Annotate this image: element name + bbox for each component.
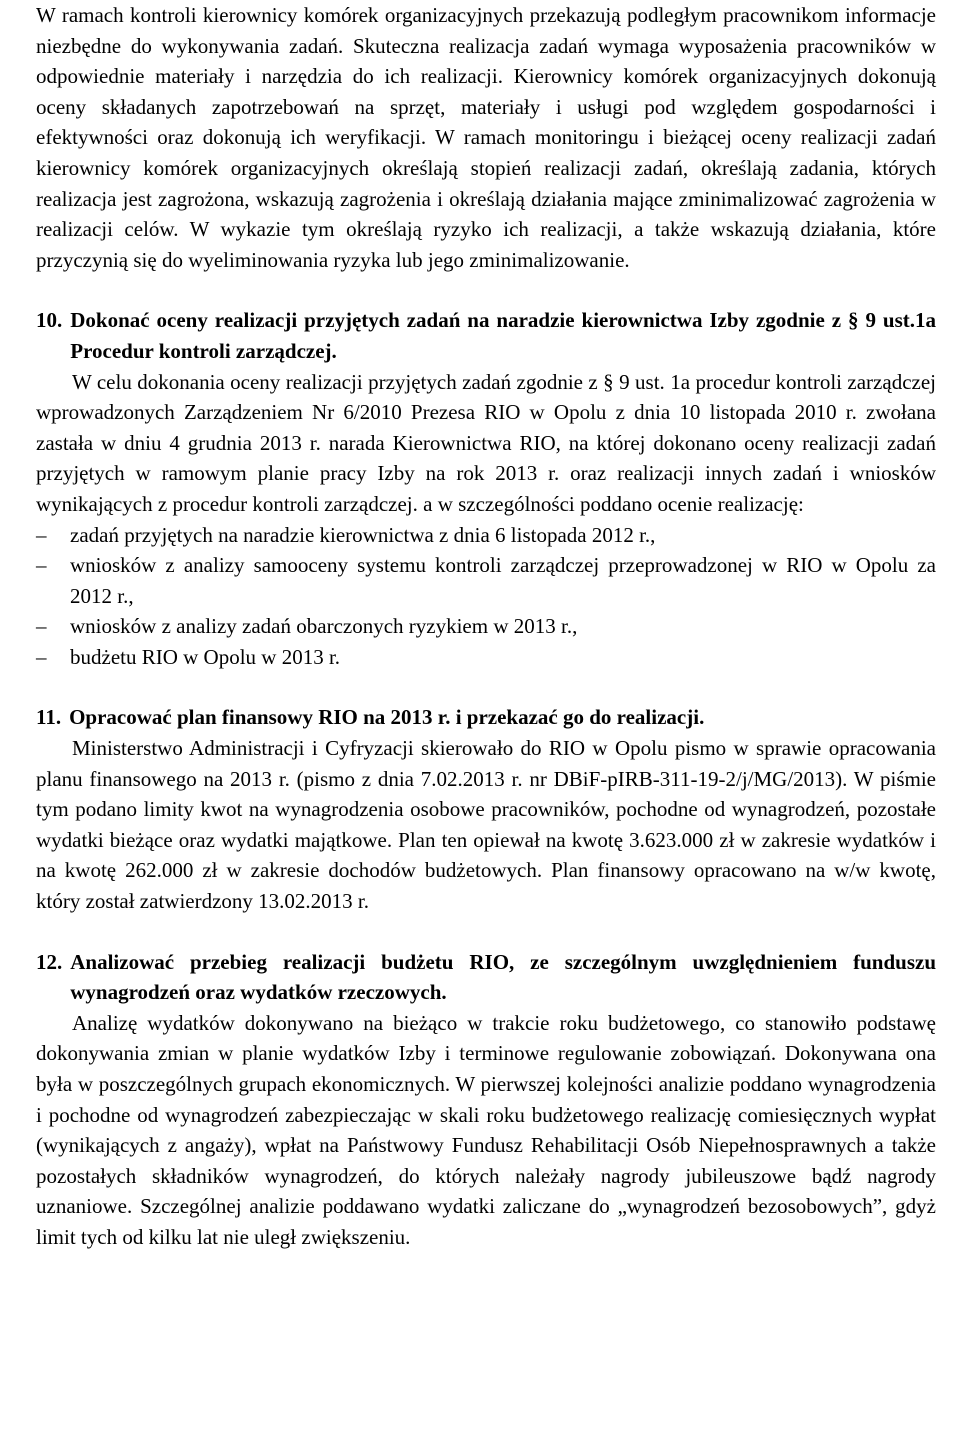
list-dash: – — [36, 644, 47, 669]
section-12 — [36, 947, 936, 1253]
section-10-number: 10. — [36, 308, 63, 333]
section-10-title: Dokonać oceny realizacji przyjętych zadań na naradzie kierownictwa Izby zgodnie z § 9 ust.1a Procedur kontroli zarządczej. — [70, 308, 936, 363]
section-10-list — [36, 520, 936, 673]
section-11-body: Ministerstwo Administracji i Cyfryzacji skierowało do RIO w Opolu pismo w sprawie opracowania planu finansowego na 2013 r. (pismo z dnia 7.02.2013 r. nr DBiF-pIRB-311-19-2/j/MG/2013). W piśmie tym podano limity kwot na wynagrodzenia osobowe pracowników, pochodne od wynagrodzeń, pozostałe wydatki bieżące oraz wydatki majątkowe. Plan ten opiewał na kwotę 3.623.000 zł w zakresie wydatków i na kwotę 262.000 zł w zakresie dochodów budżetowych. Plan finansowy opracowano na w/w kwotę, który został zatwierdzony 13.02.2013 r. — [36, 736, 936, 914]
list-item-text: wniosków z analizy samooceny systemu kontroli zarządczej przeprowadzonej w RIO w Opolu za 2012 r., — [70, 553, 936, 608]
section-11 — [36, 702, 936, 916]
section-11-title: Opracować plan finansowy RIO na 2013 r. i przekazać go do realizacji. — [69, 705, 705, 730]
list-dash: – — [36, 553, 47, 578]
list-dash: – — [36, 614, 47, 639]
section-10 — [36, 305, 936, 672]
list-item — [36, 520, 936, 551]
section-12-number: 12. — [36, 949, 63, 974]
intro-paragraph: W ramach kontroli kierownicy komórek organizacyjnych przekazują podległym pracownikom informacje niezbędne do wykonywania zadań. Skuteczna realizacja zadań wymaga wyposażenia pracowników w odpowiednie materiały i narzędzia do ich realizacji. Kierownicy komórek organizacyjnych dokonują oceny składanych zapotrzebowań na sprzęt, materiały i usługi pod względem gospodarności i efektywności oraz dokonują ich weryfikacji. W ramach monitoringu i bieżącej oceny realizacji zadań kierownicy komórek organizacyjnych określają stopień realizacji zadań, określają zadania, których realizacja jest zagrożona, wskazują zagrożenia i określają działania mające zminimalizować zagrożenia w realizacji celów. W wykazie tym określają ryzyko ich realizacji, a także wskazują działania, które przyczynią się do wyeliminowania ryzyka lub jego zminimalizowanie. — [36, 3, 936, 272]
section-12-heading — [36, 947, 936, 1008]
section-12-title: Analizować przebieg realizacji budżetu RIO, ze szczególnym uwzględnieniem funduszu wynagrodzeń oraz wydatków rzeczowych. — [70, 949, 936, 1005]
list-item-text: zadań przyjętych na naradzie kierownictwa z dnia 6 listopada 2012 r., — [70, 522, 656, 547]
list-item — [36, 642, 936, 673]
list-item — [36, 611, 936, 642]
section-11-heading — [36, 702, 936, 733]
list-item-text: wniosków z analizy zadań obarczonych ryzykiem w 2013 r., — [70, 614, 578, 639]
list-dash: – — [36, 522, 47, 547]
section-11-number: 11. — [36, 705, 62, 730]
section-12-body: Analizę wydatków dokonywano na bieżąco w trakcie roku budżetowego, co stanowiło podstawę dokonywania zmian w planie wydatków Izby i terminowe regulowanie zobowiązań. Dokonywana ona była w poszczególnych grupach ekonomicznych. W pierwszej kolejności analizie poddano wynagrodzenia i pochodne od wynagrodzeń zabezpieczając w skali roku budżetowego realizację comiesięcznych wypłat (wynikających z angaży), wpłat na Państwowy Fundusz Rehabilitacji Osób Niepełnosprawnych a także pozostałych składników wynagrodzeń, do których należały nagrody jubileuszowe bądź nagrody uznaniowe. Szczególnej analizie poddawano wydatki zaliczane do „wynagrodzeń bezosobowych”, gdyż limit tych od kilku lat nie uległ zwiększeniu. — [36, 1010, 936, 1249]
list-item-text: budżetu RIO w Opolu w 2013 r. — [70, 644, 341, 669]
list-item — [36, 550, 936, 611]
section-10-body: W celu dokonania oceny realizacji przyjętych zadań zgodnie z § 9 ust. 1a procedur kontroli zarządczej wprowadzonych Zarządzeniem Nr 6/2010 Prezesa RIO w Opolu z dnia 10 listopada 2010 r. zwołana zastała w dniu 4 grudnia 2013 r. narada Kierownictwa RIO, na której dokonano oceny realizacji zadań przyjętych w ramowym planie pracy Izby na rok 2013 r. oraz realizacji innych zadań i wniosków wynikających z procedur kontroli zarządczej. a w szczególności poddano ocenie realizację: — [36, 369, 936, 516]
section-10-heading — [36, 305, 936, 366]
